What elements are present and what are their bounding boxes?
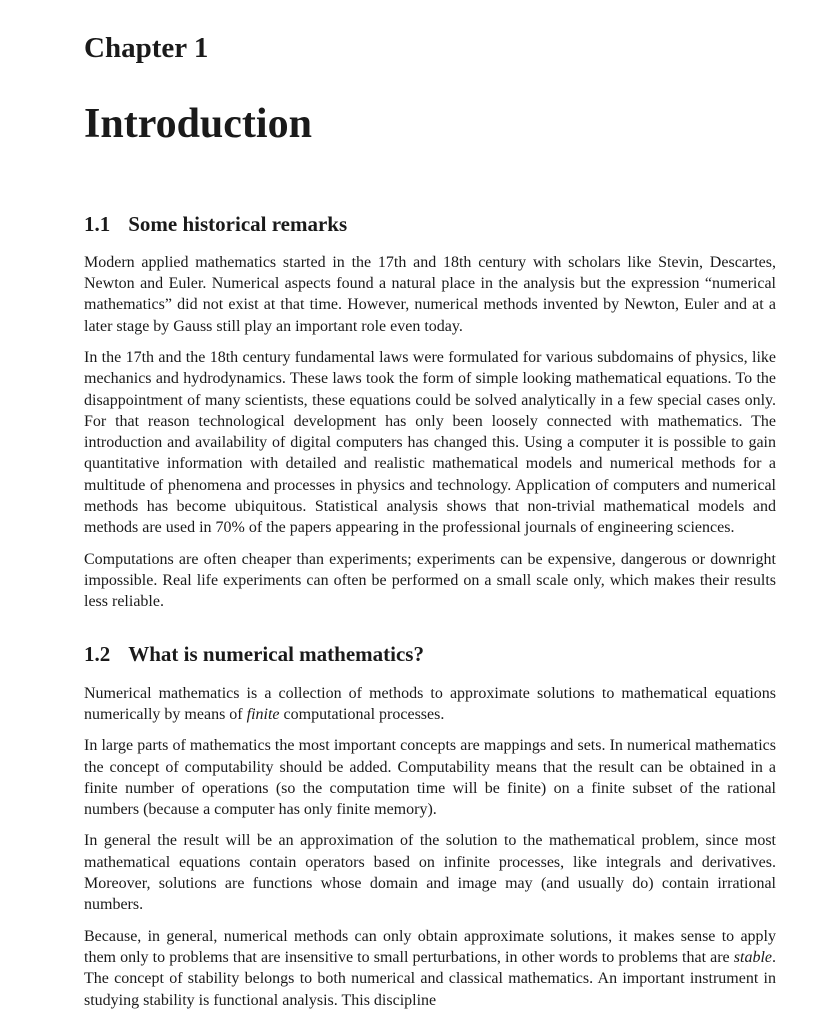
- paragraph: In large parts of mathematics the most important concepts are mappings and sets. In numerical mathematics the concept of computability should be added. Computability means that the result can be obtained in a finite number of operations (so the computation time will be finite) on a finite subset of the rational numbers (because a computer has only finite memory).: [84, 737, 776, 819]
- paragraph: [84, 683, 776, 726]
- paragraph-text: Numerical mathematics is a collection of methods to approximate solutions to mathematical equations numerically by means of: [84, 684, 776, 723]
- paragraph: In the 17th and the 18th century fundamental laws were formulated for various subdomains of physics, like mechanics and hydrodynamics. These laws took the form of simple looking mathematical equations. To the disappointment of many scientists, these equations could be solved analytically in a few special cases only. For that reason technological development has only been loosely connected with mathematics. The introduction and availability of digital computers has changed this. Using a computer it is possible to gain quantitative information with detailed and realistic mathematical models and numerical methods for a multitude of phenomena and processes in physics and technology. Application of computers and numerical methods has become ubiquitous. Statistical analysis shows that non-trivial mathematical models and methods are used in 70% of the papers appearing in the professional journals of engineering sciences.: [84, 348, 776, 537]
- paragraph: Modern applied mathematics started in the 17th and 18th century with scholars like Stevin, Descartes, Newton and Euler. Numerical aspects found a natural place in the analysis but the expression “numerical mathematics” did not exist at that time. However, numerical methods invented by Newton, Euler and at a later stage by Gauss still play an important role even today.: [84, 253, 776, 335]
- paragraph: [84, 926, 776, 1009]
- paragraph-text: . The concept of stability belongs to both numerical and classical mathematics. An important instrument in studying stability is functional analysis. This discipline: [84, 948, 776, 1009]
- section-heading-1-1: [84, 212, 776, 237]
- italic-text: stable: [733, 948, 772, 966]
- chapter-label: Chapter 1: [84, 32, 209, 64]
- section-historical-remarks: [84, 212, 776, 613]
- section-title: What is numerical mathematics?: [128, 642, 424, 667]
- section-title: Some historical remarks: [128, 211, 348, 236]
- italic-text: finite: [246, 705, 280, 723]
- section-number: 1.1: [84, 211, 111, 236]
- section-number: 1.2: [84, 642, 111, 667]
- paragraph: Computations are often cheaper than experiments; experiments can be expensive, dangerous or downright impossible. Real life experiments can often be performed on a small scale only, which makes their results less reliable.: [84, 550, 776, 611]
- paragraph: In general the result will be an approximation of the solution to the mathematical problem, since most mathematical equations contain operators based on infinite processes, like integrals and derivatives. Moreover, solutions are functions whose domain and image may (and usually do) contain irrational numbers.: [84, 832, 776, 914]
- section-heading-1-2: [84, 642, 776, 667]
- chapter-title: Introduction: [84, 101, 312, 148]
- paragraph-text: computational processes.: [279, 705, 445, 723]
- section-what-is-numerical-mathematics: [84, 642, 776, 1009]
- paragraph-text: Because, in general, numerical methods can only obtain approximate solutions, it makes sense to apply them only to problems that are insensitive to small perturbations, in other words to problems that are: [84, 927, 776, 966]
